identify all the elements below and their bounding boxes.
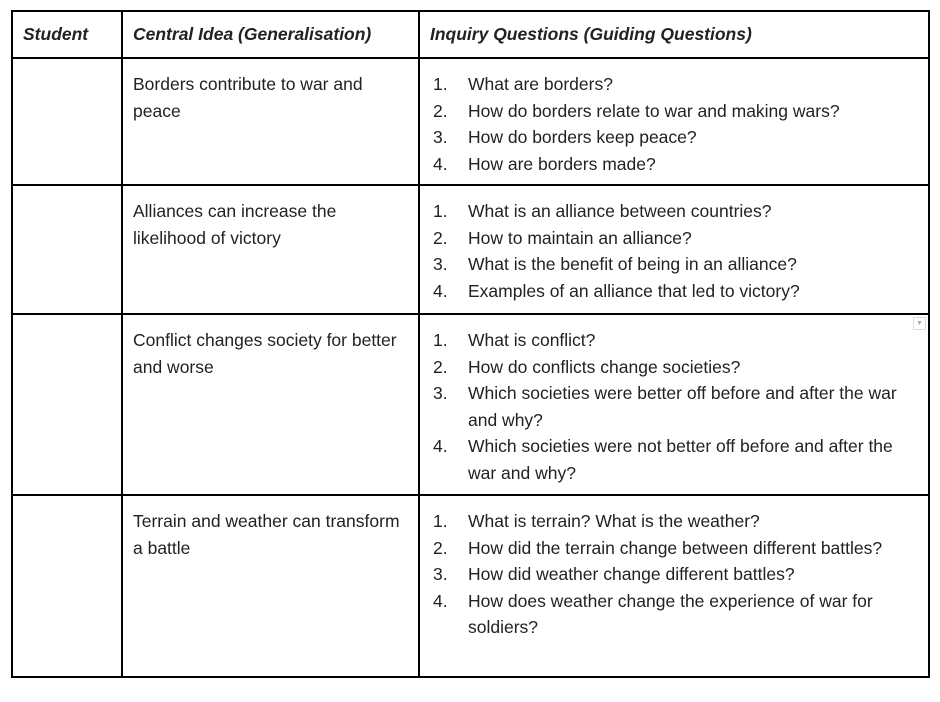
central-idea-cell[interactable]: Terrain and weather can transform a battle	[122, 495, 419, 677]
student-cell[interactable]	[12, 58, 122, 185]
question-number: 3.	[433, 254, 448, 275]
question-text: What are borders?	[468, 74, 613, 94]
question-text: What is the benefit of being in an alliance?	[468, 254, 797, 275]
questions-cell[interactable]	[419, 58, 929, 185]
question-item	[433, 561, 918, 588]
question-text: How does weather change the experience of war for soldiers?	[468, 590, 873, 638]
question-text: What is conflict?	[468, 330, 596, 350]
central-idea-cell[interactable]: Borders contribute to war and peace	[122, 58, 419, 185]
questions-list	[433, 71, 918, 177]
header-inquiry-questions: Inquiry Questions (Guiding Questions)	[419, 11, 929, 58]
question-number: 2.	[433, 537, 448, 558]
questions-cell[interactable]	[419, 495, 929, 677]
question-item	[433, 71, 918, 98]
question-item	[433, 151, 918, 178]
question-number: 4.	[433, 590, 448, 611]
question-text: How are borders made?	[468, 153, 656, 174]
question-item	[433, 98, 918, 125]
question-text: Examples of an alliance that led to victory?	[468, 280, 800, 301]
question-text: How did weather change different battles?	[468, 564, 795, 585]
question-item	[433, 278, 918, 305]
table-row	[12, 314, 929, 495]
question-item	[433, 327, 918, 354]
question-item	[433, 251, 918, 278]
question-number: 3.	[433, 383, 448, 404]
question-item	[433, 588, 918, 641]
question-item	[433, 535, 918, 562]
question-item	[433, 225, 918, 252]
questions-list	[433, 198, 918, 304]
dropdown-handle-icon[interactable]: ▼	[913, 317, 926, 330]
question-text: How do conflicts change societies?	[468, 356, 741, 377]
questions-list	[433, 327, 918, 487]
student-cell[interactable]	[12, 495, 122, 677]
question-number: 2.	[433, 356, 448, 377]
question-number: 4.	[433, 280, 448, 301]
question-number: 1.	[433, 330, 448, 350]
question-item	[433, 380, 918, 433]
question-number: 2.	[433, 100, 448, 121]
question-number: 3.	[433, 564, 448, 585]
table-row	[12, 185, 929, 314]
question-text: What is an alliance between countries?	[468, 201, 772, 221]
question-number: 1.	[433, 511, 448, 531]
question-item	[433, 198, 918, 225]
central-idea-cell[interactable]: Alliances can increase the likelihood of victory	[122, 185, 419, 314]
question-text: What is terrain? What is the weather?	[468, 511, 760, 531]
question-text: Which societies were not better off before and after the war and why?	[468, 436, 893, 483]
question-item	[433, 508, 918, 535]
question-number: 2.	[433, 227, 448, 248]
header-row	[12, 11, 929, 58]
central-idea-cell[interactable]: Conflict changes society for better and worse	[122, 314, 419, 495]
student-cell[interactable]	[12, 314, 122, 495]
question-text: How did the terrain change between different battles?	[468, 537, 883, 558]
question-item	[433, 124, 918, 151]
question-text: How to maintain an alliance?	[468, 227, 692, 248]
question-number: 4.	[433, 436, 448, 457]
student-cell[interactable]	[12, 185, 122, 314]
question-text: How do borders keep peace?	[468, 127, 697, 148]
question-number: 3.	[433, 127, 448, 148]
table-row	[12, 495, 929, 677]
table-row	[12, 58, 929, 185]
question-number: 4.	[433, 153, 448, 174]
question-item	[433, 354, 918, 381]
question-text: Which societies were better off before and after the war and why?	[468, 383, 897, 430]
header-student: Student	[12, 11, 122, 58]
question-number: 1.	[433, 201, 448, 221]
questions-cell[interactable]	[419, 314, 929, 495]
question-text: How do borders relate to war and making wars?	[468, 100, 840, 121]
questions-cell[interactable]	[419, 185, 929, 314]
questions-list	[433, 508, 918, 641]
question-number: 1.	[433, 74, 448, 94]
header-central-idea: Central Idea (Generalisation)	[122, 11, 419, 58]
question-item	[433, 433, 918, 486]
inquiry-table	[11, 10, 930, 678]
